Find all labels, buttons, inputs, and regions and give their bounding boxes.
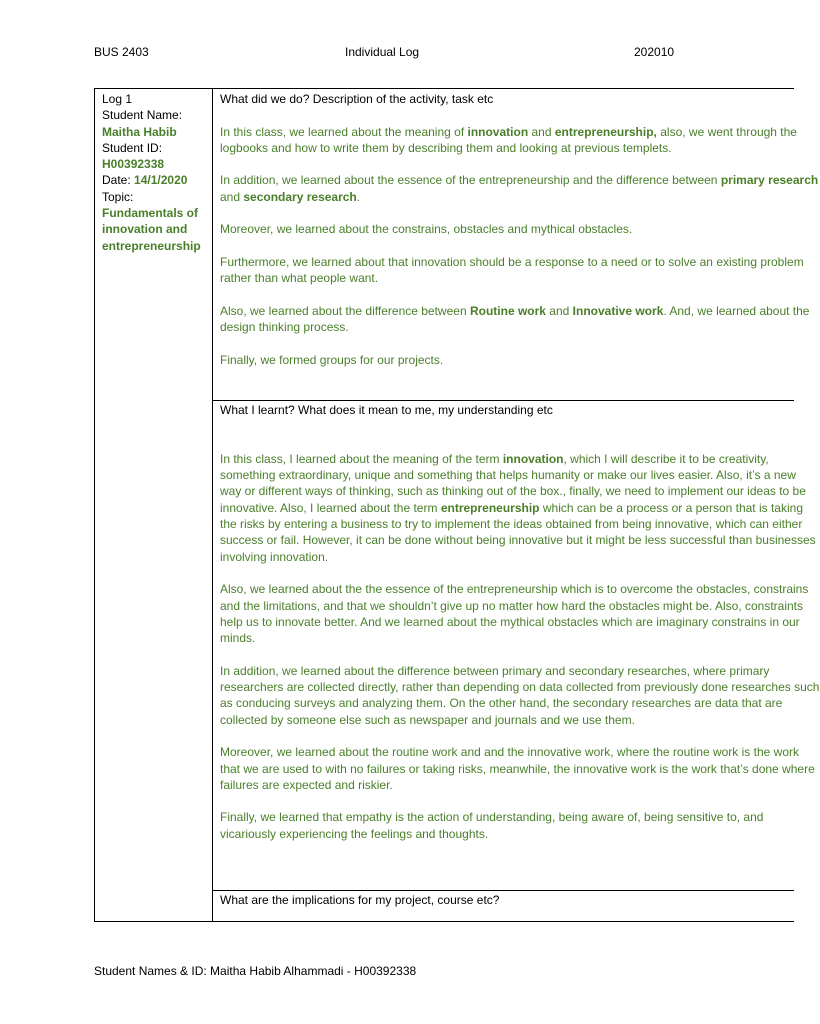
- paragraph: Also, we learned about the the essence of the entrepreneurship which is to overcome the obstacles, constrains and the limitations, and that we shouldn’t give up no matter how hard the obstacles might be. Also, constraints help us to innovate better. And we learned about the mythical obstacles which are imaginary constrains in our minds.: [220, 582, 809, 646]
- section-body: [220, 451, 820, 842]
- student-id-value: H00392338: [102, 157, 165, 172]
- page-footer: Student Names & ID: Maitha Habib Alhammadi - H00392338: [94, 964, 417, 978]
- document-title: Individual Log: [345, 45, 420, 59]
- paragraph: In this class, we learned about the meaning of innovation and entrepreneurship, also, we went through the logbooks and how to write them by describing them and looking at previous templets.: [220, 124, 797, 155]
- course-code: BUS 2403: [94, 45, 149, 59]
- topic-label: Topic:: [102, 189, 134, 204]
- student-id-label: Student ID:: [102, 140, 163, 155]
- section-body: [220, 124, 820, 368]
- section-what-we-did: [220, 91, 820, 368]
- section-question: What did we do? Description of the activity, task etc: [220, 92, 494, 106]
- topic-line-2: innovation and: [102, 222, 188, 237]
- student-info: [102, 91, 210, 254]
- student-name-value: Maitha Habib: [102, 124, 177, 139]
- topic-line-3: entrepreneurship: [102, 238, 201, 253]
- date-row: [102, 172, 210, 188]
- page-header: [94, 45, 694, 61]
- term-code: 202010: [634, 45, 675, 59]
- paragraph: Finally, we learned that empathy is the action of understanding, being aware of, being sensitive to, and vicariously experiencing the feelings and thoughts.: [220, 810, 764, 841]
- log-table: [94, 88, 820, 922]
- section-question: What are the implications for my project, course etc?: [220, 893, 500, 907]
- section-implications: [220, 892, 820, 908]
- column-divider: [212, 89, 213, 921]
- paragraph: In addition, we learned about the difference between primary and secondary researches, where primary researchers are collected directly, rather than depending on data collected from previously done researches such as conducing surveys and analyzing them. On the other hand, the secondary researches are data that are collected by someone else such as newspaper and journals and we use them.: [220, 663, 820, 727]
- paragraph: In this class, I learned about the meaning of the term innovation, which I will describe it to be creativity, something extraordinary, unique and something that helps humanity or make our lives easier. Also, it’s a new way or different ways of thinking, such as thinking out of the box., finally, we need to implement our ideas to be innovative. Also, I learned about the term entrepreneurship which can be a process or a person that is taking the risks by entering a business to try to implement the ideas obtained from being innovative, which can either success or fail. However, it can be done without being innovative but it might be less successful than businesses involving innovation.: [220, 451, 816, 564]
- date-label: Date:: [102, 173, 131, 188]
- paragraph: In addition, we learned about the essence of the entrepreneurship and the difference between primary research and secondary research.: [220, 173, 819, 204]
- student-name-label: Student Name:: [102, 108, 183, 123]
- row-divider-1: [213, 400, 794, 401]
- section-what-i-learnt: [220, 402, 820, 842]
- row-divider-2: [213, 890, 794, 891]
- section-question: What I learnt? What does it mean to me, my understanding etc: [220, 403, 553, 417]
- paragraph: Moreover, we learned about the constrains, obstacles and mythical obstacles.: [220, 222, 633, 237]
- date-value: 14/1/2020: [134, 173, 188, 188]
- topic-line-1: Fundamentals of: [102, 206, 199, 221]
- paragraph: Furthermore, we learned about that innovation should be a response to a need or to solve an existing problem rather than what people want.: [220, 254, 804, 286]
- log-label: Log 1: [102, 92, 133, 106]
- paragraph: Also, we learned about the difference between Routine work and Innovative work. And, we learned about the design thinking process.: [220, 303, 810, 335]
- paragraph: Finally, we formed groups for our projects.: [220, 352, 444, 367]
- paragraph: Moreover, we learned about the routine work and and the innovative work, where the routine work is the work that we are used to with no failures or taking risks, meanwhile, the innovative work is the work that’s done where failures are expected and riskier.: [220, 745, 815, 792]
